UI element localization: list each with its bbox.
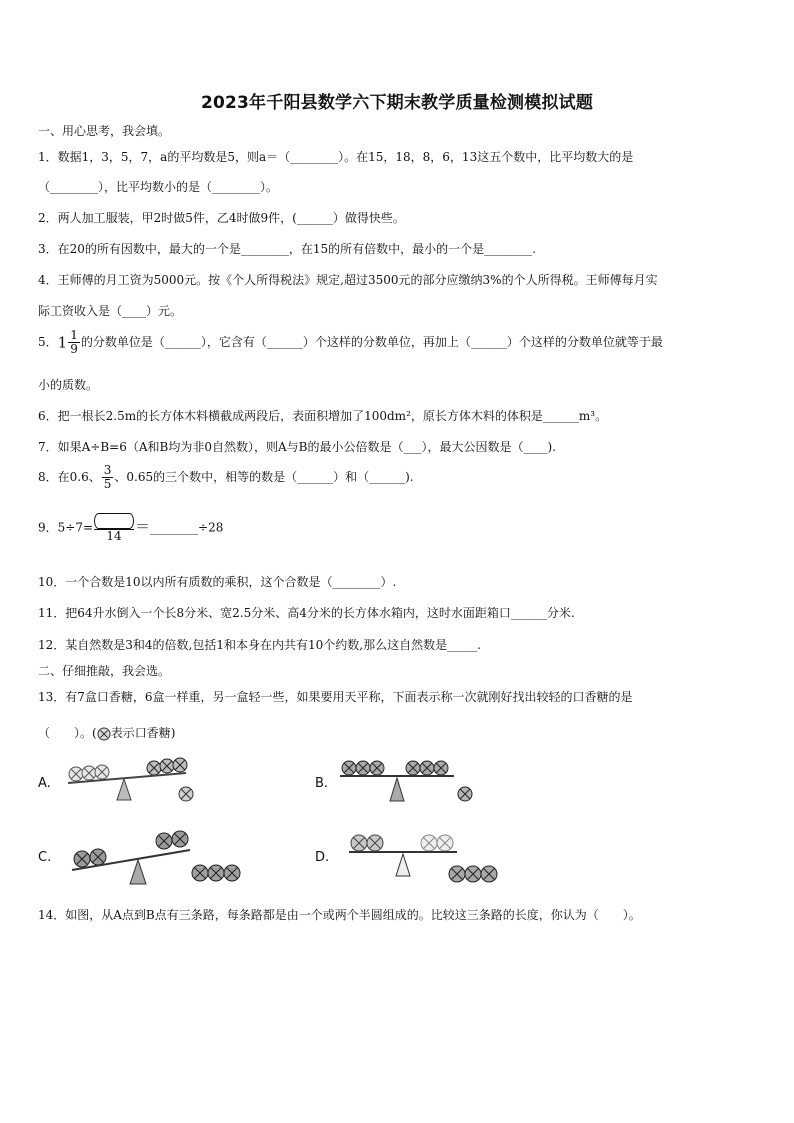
question-11: 11．把64升水倒入一个长8分米、宽2.5分米、高4分米的长方体水箱内，这时水面距箱口______分米. — [38, 606, 575, 620]
question-5-number: 5． — [38, 335, 58, 349]
gum-ball-icon — [458, 787, 472, 801]
question-4-line-2: 际工资收入是（____）元。 — [38, 304, 183, 318]
gum-ball-icon — [160, 759, 174, 773]
question-12: 12．某自然数是3和4的倍数,包括1和本身在内共有10个约数,那么这自然数是_____. — [38, 638, 481, 652]
option-c-label[interactable]: C. — [38, 850, 52, 865]
fraction-denominator: 5 — [103, 477, 112, 491]
fraction-denominator: 14 — [106, 529, 122, 543]
gum-ball-icon — [465, 866, 481, 882]
gum-ball-icon — [367, 835, 383, 851]
question-4-line-1: 4．王师傅的月工资为5000元。按《个人所得税法》规定,超过3500元的部分应缴纳3%的个人所得税。王师傅每月实 — [38, 273, 658, 287]
section-2-heading: 二、仔细推敲，我会选。 — [38, 664, 171, 678]
gum-ball-icon — [74, 851, 90, 867]
gum-ball-icon — [356, 761, 370, 775]
gum-ball-icon — [172, 831, 188, 847]
fraction-numerator-blank — [94, 513, 134, 530]
fraction-numerator: 1 — [70, 328, 78, 342]
question-13-line-2 — [38, 724, 175, 741]
gum-ball-icon — [156, 833, 172, 849]
gum-ball-icon — [370, 761, 384, 775]
gum-ball-icon — [342, 761, 356, 775]
question-14: 14．如图，从A点到B点有三条路，每条路都是由一个或两个半圆组成的。比较这三条路的长度，你认为（ ）。 — [38, 908, 641, 922]
gum-ball-icon — [434, 761, 448, 775]
question-13-line-1: 13．有7盒口香糖，6盒一样重，另一盒轻一些，如果要用天平称，下面表示称一次就刚好找出较轻的口香糖的是 — [38, 690, 633, 704]
question-7: 7．如果A÷B=6（A和B均为非0自然数），则A与B的最小公倍数是（___），最大公因数是（____). — [38, 440, 556, 454]
equals-sign: ＝ — [135, 517, 151, 536]
option-a-balance-icon[interactable] — [62, 752, 202, 804]
gum-ball-icon — [224, 865, 240, 881]
question-5-line-1 — [38, 329, 663, 356]
gum-ball-icon — [208, 865, 224, 881]
question-2: 2．两人加工服装，甲2时做5件，乙4时做9件，(______）做得快些。 — [38, 211, 405, 225]
option-d-balance-icon[interactable] — [345, 828, 505, 888]
question-13-legend-text: 表示口香糖) — [110, 726, 176, 740]
gum-ball-icon — [95, 765, 109, 779]
question-8 — [38, 464, 414, 491]
question-8-suffix: 、0.65的三个数中，相等的数是（______）和（______). — [114, 470, 414, 484]
page-title: 2023年千阳县数学六下期末教学质量检测模拟试题 — [200, 93, 594, 113]
question-6: 6．把一根长2.5m的长方体木料横截成两段后，表面积增加了100dm²，原长方体木料的体积是______m³。 — [38, 409, 608, 423]
option-c-balance-icon[interactable] — [68, 826, 244, 888]
option-b-label[interactable]: B. — [315, 776, 329, 791]
question-10: 10．一个合数是10以内所有质数的乘积，这个合数是（________）. — [38, 575, 397, 589]
question-8-prefix: 8．在0.6、 — [38, 470, 101, 484]
question-1-line-2: （________），比平均数小的是（________）。 — [38, 180, 279, 194]
gum-ball-icon — [406, 761, 420, 775]
gum-ball-icon — [192, 865, 208, 881]
gum-ball-icon — [69, 767, 83, 781]
gum-ball-icon — [421, 835, 437, 851]
answer-paren-box[interactable] — [94, 513, 134, 529]
gum-ball-icon — [97, 727, 111, 741]
gum-ball-icon — [179, 787, 193, 801]
gum-ball-icon — [351, 835, 367, 851]
fraction-one-ninth — [68, 329, 80, 356]
gum-ball-icon — [90, 849, 106, 865]
mixed-number-integer: 1 — [57, 333, 68, 352]
section-1-heading: 一、用心思考，我会填。 — [38, 124, 171, 138]
gum-ball-icon — [173, 758, 187, 772]
option-d-label[interactable]: D. — [315, 850, 330, 865]
option-a-label[interactable]: A. — [38, 776, 51, 791]
gum-ball-icon — [449, 866, 465, 882]
question-9-suffix: ________÷28 — [150, 520, 224, 535]
question-5-text: 的分数单位是（______），它含有（______）个这样的分数单位，再加上（______）个这样的分数单位就等于最 — [80, 335, 663, 349]
option-b-balance-icon[interactable] — [338, 756, 478, 806]
question-13-paren: （ ）。( — [38, 726, 97, 740]
gum-ball-icon — [481, 866, 497, 882]
gum-ball-icon — [147, 761, 161, 775]
question-9 — [38, 513, 223, 543]
gum-ball-icon — [437, 835, 453, 851]
fraction-three-fifths — [102, 464, 114, 491]
fraction-denominator: 9 — [70, 342, 78, 356]
question-5-line-2: 小的质数。 — [38, 378, 99, 392]
fraction-blank-over-14 — [94, 513, 134, 543]
fraction-numerator: 3 — [103, 463, 112, 477]
gum-ball-icon — [420, 761, 434, 775]
question-1-line-1: 1．数据1，3，5，7，a的平均数是5，则a＝（________）。在15，18，8，6，13这五个数中，比平均数大的是 — [38, 150, 634, 164]
question-9-prefix: 9．5÷7= — [38, 520, 94, 535]
gum-ball-icon — [82, 766, 96, 780]
question-3: 3．在20的所有因数中，最大的一个是________，在15的所有倍数中，最小的一个是________. — [38, 242, 536, 256]
